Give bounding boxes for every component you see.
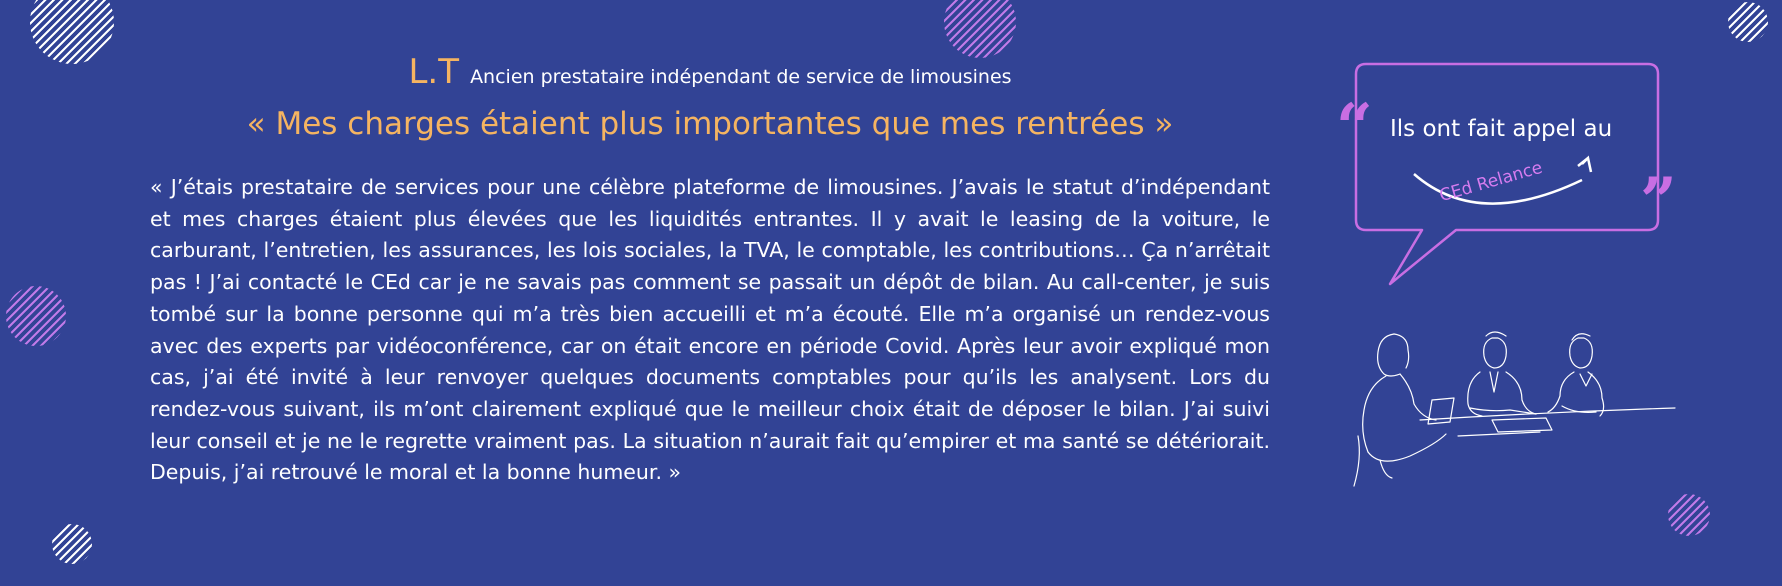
striped-circle-decoration <box>6 286 66 346</box>
striped-circle-decoration <box>30 0 114 64</box>
testimonial-headline: « Mes charges étaient plus importantes que mes rentrées » <box>246 106 1174 142</box>
people-meeting-sketch-icon <box>1350 328 1680 488</box>
author-initials: L.T <box>408 52 459 92</box>
striped-circle-decoration <box>944 0 1016 58</box>
striped-circle-decoration <box>1668 494 1710 536</box>
quote-open-icon: “ <box>1336 90 1373 165</box>
brand-name: CEd Relance <box>1437 157 1545 207</box>
testimonial-header <box>150 52 1270 92</box>
testimonial-body: « J’étais prestataire de services pour une célèbre plateforme de limousines. J’avais le statut d’indépendant et mes charges étaient plus élevées que les liquidités entrantes. Il y avait le leasing de la voiture, le carburant, l’entretien, les assurances, les lois sociales, la TVA, le comptable, les contributions… Ça n’arrêtait pas ! J’ai contacté le CEd car je ne savais pas comment se passait un dépôt de bilan. Au call-center, je suis tombé sur la bonne personne qui m’a très bien accueilli et m’a écouté. Elle m’a organisé un rendez-vous avec des experts par vidéoconférence, car on était encore en période Covid. Après leur avoir expliqué mon cas, j’ai été invité à leur renvoyer quelques documents comptables pour qu’ils les analysent. Lors du rendez-vous suivant, ils m’ont clairement expliqué que le meilleur choix était de déposer le bilan. J’ai suivi leur conseil et je ne le regrette vraiment pas. La situation n’aurait fait qu’empirer et ma santé se détériorait. Depuis, j’ai retrouvé le moral et la bonne humeur. » <box>150 175 1270 485</box>
author-role: Ancien prestataire indépendant de service de limousines <box>470 66 1012 88</box>
quote-close-icon: ” <box>1640 164 1677 239</box>
striped-circle-decoration <box>1728 2 1768 42</box>
striped-circle-decoration <box>52 524 92 564</box>
callout-text: Ils ont fait appel au <box>1390 116 1613 142</box>
